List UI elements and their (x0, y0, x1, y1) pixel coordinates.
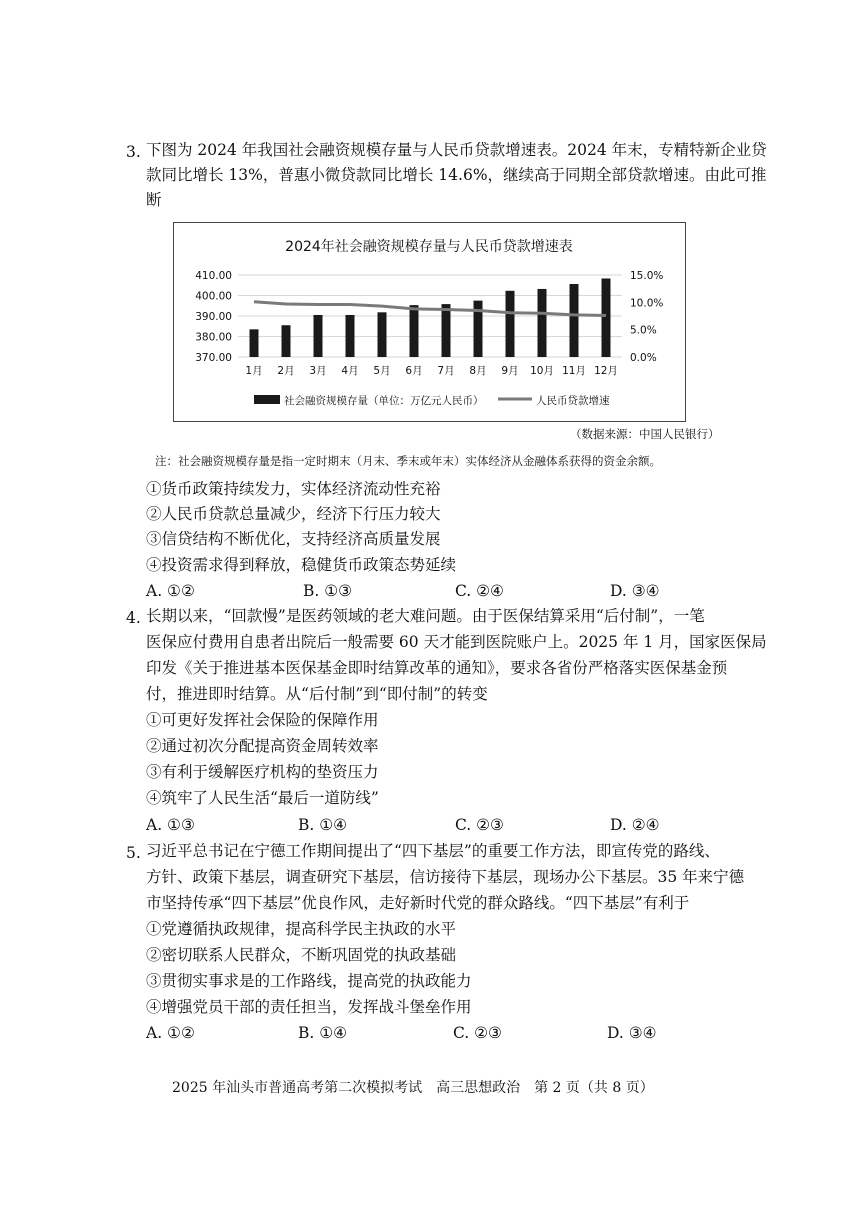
loan-growth-line (254, 302, 606, 316)
option-a[interactable]: A. ①③ (146, 816, 195, 834)
option-b[interactable]: B. ①③ (303, 582, 353, 600)
option-d[interactable]: D. ③④ (607, 1024, 657, 1042)
statement-1: ①党遵循执政规律，提高科学民主执政的水平 (146, 920, 457, 938)
statement-3: ③有利于缓解医疗机构的垫资压力 (146, 763, 379, 781)
option-d[interactable]: D. ③④ (610, 582, 660, 600)
x-axis-tick-label: 4月 (341, 365, 359, 377)
question-number: 4. (126, 609, 141, 627)
x-axis-tick-label: 3月 (309, 365, 327, 377)
bar (602, 278, 611, 357)
left-axis-tick-label: 370.00 (195, 352, 232, 364)
x-axis-tick-label: 12月 (594, 365, 618, 377)
bar (410, 305, 419, 357)
question-stem-line: 医保应付费用自患者出院后一般需要 60 天才能到医院账户上。2025 年 1 月，国家医保局 (146, 633, 767, 651)
option-b[interactable]: B. ①④ (298, 1024, 348, 1042)
statement-1: ①货币政策持续发力，实体经济流动性充裕 (146, 480, 441, 498)
right-axis-tick-label: 0.0% (630, 352, 657, 364)
option-b[interactable]: B. ①④ (298, 816, 348, 834)
right-axis-tick-label: 5.0% (630, 324, 657, 337)
bar (506, 291, 515, 357)
statement-2: ②人民币贷款总量减少，经济下行压力较大 (146, 505, 441, 523)
chart-title: 2024年社会融资规模存量与人民币贷款增速表 (285, 239, 573, 255)
question-stem-line: 印发《关于推进基本医保基金即时结算改革的通知》，要求各省份严格落实医保基金预 (146, 659, 728, 677)
x-axis-tick-label: 6月 (405, 365, 423, 377)
option-c[interactable]: C. ②③ (455, 816, 504, 834)
legend-bar-label: 社会融资规模存量（单位：万亿元人民币） (284, 395, 484, 407)
statement-4: ④投资需求得到释放，稳健货币政策态势延续 (146, 556, 457, 574)
right-axis-tick-label: 10.0% (630, 297, 664, 310)
bar (250, 329, 259, 357)
x-axis-tick-label: 9月 (501, 365, 519, 377)
statement-4: ④筑牢了人民生活“最后一道防线” (146, 789, 379, 807)
bar (442, 304, 451, 357)
statement-2: ②密切联系人民群众，不断巩固党的执政基础 (146, 946, 457, 964)
combo-chart (174, 223, 685, 421)
bar (570, 284, 579, 357)
statement-4: ④增强党员干部的责任担当，发挥战斗堡垒作用 (146, 998, 472, 1016)
legend-line-label: 人民币贷款增速 (536, 395, 610, 407)
data-source: （数据来源：中国人民银行） (570, 427, 720, 441)
bar (346, 315, 355, 357)
left-axis-tick-label: 400.00 (195, 290, 232, 303)
question-stem-line: 市坚持传承“四下基层”优良作风，走好新时代党的群众路线。“四下基层”有利于 (146, 894, 690, 912)
question-stem-line: 长期以来，“回款慢”是医药领域的老大难问题。由于医保结算采用“后付制”，一笔 (146, 607, 705, 625)
bar (378, 312, 387, 357)
legend-bar-swatch (254, 395, 280, 404)
statement-1: ①可更好发挥社会保险的保障作用 (146, 711, 379, 729)
statement-2: ②通过初次分配提高资金周转效率 (146, 737, 379, 755)
right-axis-tick-label: 15.0% (630, 270, 664, 282)
question-stem-line: 断 (146, 191, 162, 209)
question-number: 5. (126, 844, 141, 862)
option-a[interactable]: A. ①② (146, 1024, 195, 1042)
x-axis-tick-label: 8月 (469, 365, 487, 377)
bar (538, 289, 547, 357)
option-c[interactable]: C. ②④ (455, 582, 504, 600)
left-axis-tick-label: 380.00 (195, 331, 232, 344)
question-stem-line: 付，推进即时结算。从“后付制”到“即付制”的转变 (146, 685, 488, 703)
question-stem-line: 习近平总书记在宁德工作期间提出了“四下基层”的重要工作方法，即宣传党的路线、 (146, 842, 720, 860)
x-axis-tick-label: 5月 (373, 365, 391, 377)
x-axis-tick-label: 7月 (437, 365, 455, 377)
question-stem-line: 下图为 2024 年我国社会融资规模存量与人民币贷款增速表。2024 年末，专精特新企业贷 (146, 141, 767, 159)
x-axis-tick-label: 10月 (530, 365, 554, 377)
bar (314, 315, 323, 357)
option-a[interactable]: A. ①② (146, 582, 195, 600)
statement-3: ③信贷结构不断优化，支持经济高质量发展 (146, 530, 441, 548)
bar (282, 325, 291, 357)
x-axis-tick-label: 11月 (562, 365, 586, 377)
page-footer: 2025 年汕头市普通高考第二次模拟考试 高三思想政治 第 2 页（共 8 页） (172, 1080, 654, 1096)
statement-3: ③贯彻实事求是的工作路线，提高党的执政能力 (146, 972, 472, 990)
left-axis-tick-label: 410.00 (195, 270, 232, 282)
x-axis-tick-label: 1月 (245, 365, 263, 377)
chart-frame (173, 222, 686, 422)
option-d[interactable]: D. ②④ (610, 816, 660, 834)
left-axis-tick-label: 390.00 (195, 311, 232, 323)
option-c[interactable]: C. ②③ (453, 1024, 502, 1042)
question-stem-line: 方针、政策下基层，调查研究下基层，信访接待下基层，现场办公下基层。35 年来宁德 (146, 868, 745, 886)
question-number: 3. (126, 143, 141, 161)
x-axis-tick-label: 2月 (277, 365, 295, 377)
chart-note: 注：社会融资规模存量是指一定时期末（月末、季末或年末）实体经济从金融体系获得的资金余额。 (155, 454, 661, 468)
question-stem-line: 款同比增长 13%，普惠小微贷款同比增长 14.6%，继续高于同期全部贷款增速。由此可推 (146, 166, 767, 184)
